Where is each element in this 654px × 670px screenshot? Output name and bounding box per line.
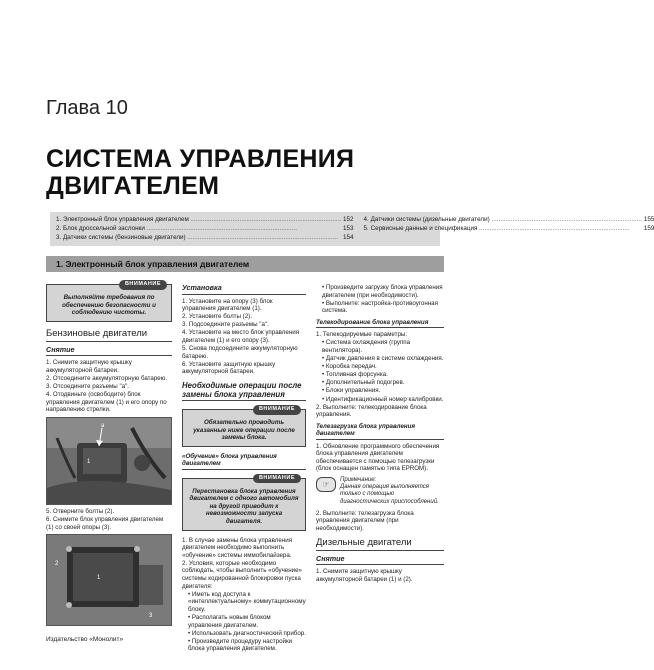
chapter-title-line: СИСТЕМА УПРАВЛЕНИЯ (46, 145, 355, 173)
toc-title: Сервисные данные и спецификация ..... (371, 225, 642, 234)
toc-title: Электронный блок управления двигателем ..... (63, 216, 341, 225)
instruction-step: 1. Снимите защитную крышку аккумуляторной батареи (1) и (2). (316, 568, 413, 583)
engine-bay-photo (46, 417, 172, 505)
chapter-title-line: ДВИГАТЕЛЕМ (46, 172, 220, 200)
bullet-item: • Система охлаждения (группа вентилятора). (322, 339, 411, 354)
instruction-step: 1. Снимите защитную крышку аккумуляторной батареи. (46, 359, 132, 374)
toc-title: Датчики системы (дизельные двигатели) ..... (371, 216, 642, 225)
instruction-step: 6. Установите защитную крышку аккумуляторной батареи. (182, 360, 276, 376)
toc-page: 152 (343, 216, 354, 223)
instruction-step: 2. Установите болты (2). (182, 313, 252, 321)
bullet-item: • Располагать новым блоком управления двигателем. (188, 613, 271, 629)
paragraph: 2. Условия, которые необходимо соблюдать, чтобы выполнить «обучение» системы кодированной блокировки пуска двигателя: (182, 559, 302, 590)
subheading-teleload: Телезагрузка блока управления двигателем (316, 423, 444, 440)
instruction-step: 5. Отверните болты (2). (46, 507, 115, 515)
bullet-item: • Дополнительный подогрев. (322, 379, 405, 387)
bullet-item: • Идентификационный номер калибровки. (322, 395, 444, 403)
instruction-step: 6. Снимите блок управления двигателем (1) со своей опоры (3). (46, 516, 164, 531)
subheading-diesel-engines: Дизельные двигатели (316, 537, 444, 551)
svg-text:a: a (101, 422, 105, 429)
hand-pointer-icon: ☞ (316, 477, 336, 492)
bullet-item: • Коробка передач. (322, 363, 377, 371)
toc-item[interactable] (56, 216, 354, 225)
toc-item[interactable] (364, 225, 654, 234)
warning-box (182, 405, 306, 447)
toc-page: 153 (343, 225, 354, 232)
toc-number: 5. (363, 225, 369, 232)
instruction-step: 4. Установите на место блок управления двигателем (1) и его опору (3). (182, 329, 300, 344)
ecu-module-photo (46, 534, 172, 626)
subheading-petrol-engines: Бензиновые двигатели (46, 328, 172, 342)
note-block (316, 477, 444, 506)
column-middle (182, 284, 306, 653)
instruction-step: 1. Установите на опору (3) блок управления двигателем (1). (182, 297, 273, 313)
toc-item[interactable] (364, 216, 654, 225)
bullet-item: • Выполните: настройка-противоугонная система. (322, 299, 438, 315)
toc-column-left (56, 216, 354, 242)
warning-tag: ВНИМАНИЕ (253, 474, 301, 484)
warning-text: Перестановка блока управления двигателем с одного автомобиля на другой приводит к невозможности запуска двигателя. (189, 487, 299, 525)
bullet-item: • Использовать диагностический прибор. (188, 629, 306, 637)
paragraph: 1. В случае замены блока управления двигателем необходимо выполнить «обучение» системы иммобилайзера. (182, 536, 293, 559)
warning-box (182, 474, 306, 531)
subheading-after-replacement: Необходимые операции после замены блока управления (182, 381, 306, 401)
toc-page: 154 (343, 234, 354, 241)
toc-title: Датчики системы (бензиновые двигатели) ..... (63, 234, 341, 243)
toc-item[interactable] (56, 234, 354, 243)
paragraph: 1. Телекодируемые параметры: (316, 331, 408, 339)
warning-box (46, 281, 172, 322)
svg-text:2: 2 (55, 561, 59, 568)
toc-column-right (364, 216, 654, 242)
note-label: Примечание: (340, 477, 377, 483)
bullet-item: • Произведите процедуру настройки блока управления двигателем. (188, 637, 293, 653)
subheading-removal: Снятие (46, 346, 172, 357)
toc-number: 1. (56, 216, 62, 223)
warning-text: Обязательно проводить указанные ниже операции после замены блока. (193, 418, 295, 442)
toc-number: 3. (56, 234, 62, 241)
svg-text:3: 3 (149, 613, 153, 620)
bullet-item: • Датчик давления в системе охлаждения. (322, 355, 444, 363)
subheading-installation: Установка (182, 284, 306, 295)
bullet-item: • Произведите загрузку блока управления двигателем (при необходимости). (322, 284, 443, 299)
paragraph: 2. Выполните: телекодирование блока управления. (316, 403, 427, 419)
instruction-step: 2. Отсоедините аккумуляторную батарею. (46, 374, 168, 382)
instruction-step: 3. Подсоедините разъемы "a". (182, 321, 269, 329)
paragraph: 1. Обновление программного обеспечения блока управления двигателем обеспечивается с помощью телезагрузки (блок оснащен памятью типа EPROM). (316, 442, 440, 473)
toc-number: 4. (363, 216, 369, 223)
table-of-contents (50, 212, 654, 246)
instruction-step: 3. Отсоедините разъемы "a". (46, 383, 130, 391)
chapter-title (46, 146, 354, 200)
toc-page: 155 (643, 216, 654, 223)
section-heading: 1. Электронный блок управления двигателем (46, 256, 444, 272)
toc-page: 159 (643, 225, 654, 232)
subheading-telecoding: Телекодирование блока управления (316, 319, 444, 328)
toc-title: Блок дроссельной заслонки ..... (63, 225, 341, 234)
subheading-removal: Снятие (316, 555, 444, 566)
engine-bay-illustration (47, 418, 171, 504)
chapter-number: Глава 10 (46, 97, 128, 119)
warning-tag: ВНИМАНИЕ (253, 405, 301, 415)
instruction-step: 4. Отодвиньте (освободите) блок управления двигателем (1) и его опору по направлению стрелки. (46, 391, 167, 414)
ecu-module-illustration (47, 535, 171, 625)
paragraph: 2. Выполните: телезагрузка блока управления двигателем (при необходимости). (316, 509, 414, 532)
column-right (316, 284, 444, 584)
instruction-step: 5. Снова подсоедините аккумуляторную батарею. (182, 345, 298, 360)
svg-text:1: 1 (87, 458, 91, 465)
warning-tag: ВНИМАНИЕ (119, 280, 167, 290)
bullet-item: • Топливная форсунка. (322, 371, 388, 379)
bullet-item: • Блоки управления. (322, 387, 381, 395)
toc-item[interactable] (56, 225, 354, 234)
warning-text: Выполняйте требования по обеспечению безопасности и соблюдению чистоты. (62, 294, 156, 317)
subheading-ecu-training: «Обучение» блока управления двигателем (182, 453, 306, 470)
publisher-footer: Издательство «Монолит» (46, 636, 124, 643)
bullet-item: • Иметь код доступа к «интеллектуальному» коммутационному блоку. (188, 590, 306, 613)
svg-text:1: 1 (97, 575, 101, 582)
toc-number: 2. (56, 225, 62, 232)
note-content (340, 477, 444, 506)
note-text: Данная операция выполняется только с помощью диагностических приспособлений. (340, 484, 439, 505)
column-left (46, 281, 172, 629)
